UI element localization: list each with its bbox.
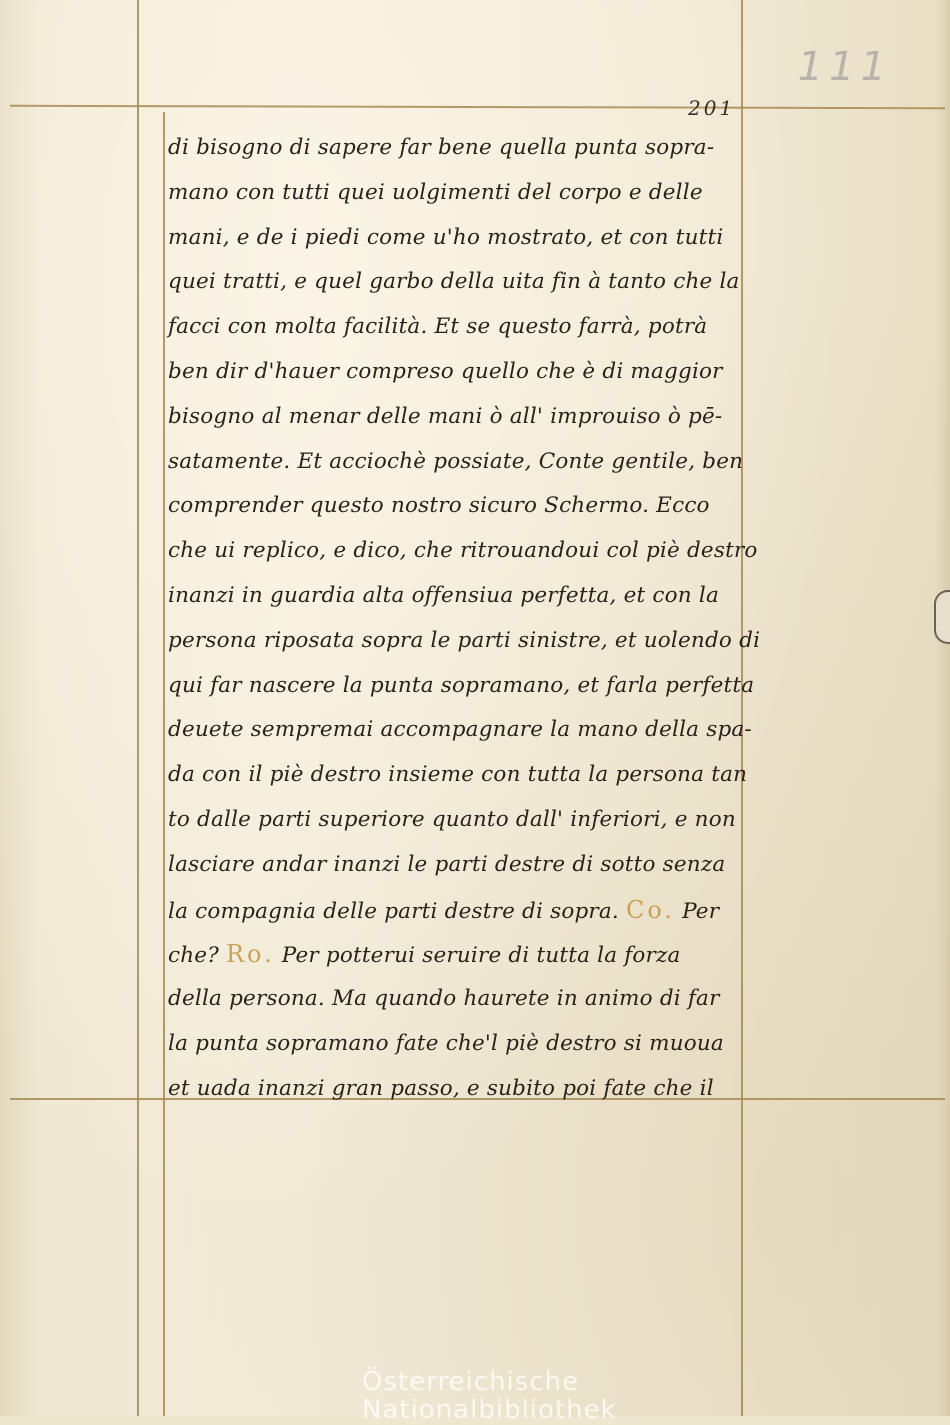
text-line (168, 1067, 768, 1112)
page-number: 201 (688, 96, 736, 120)
text-line (168, 843, 768, 888)
text-segment: Per potterui seruire di tutta la forza (274, 943, 681, 969)
watermark-line-2: Nationalbibliothek (362, 1395, 617, 1425)
text-segment: deuete sempremai accompagnare la mano della spa- (168, 717, 752, 743)
text-line (168, 216, 768, 261)
text-segment: che ui replico, e dico, che ritrouandoui col piè destro (168, 538, 758, 564)
text-segment: della persona. Ma quando haurete in animo di far (168, 986, 720, 1012)
text-line (168, 440, 768, 485)
text-line (168, 708, 768, 753)
speaker-abbreviation: Co. (626, 895, 676, 924)
text-line (168, 350, 768, 395)
text-line (168, 664, 768, 709)
text-segment: satamente. Et acciochè possiate, Conte gentile, ben (168, 448, 744, 474)
text-segment: et uada inanzi gran passo, e subito poi fate che il (168, 1075, 714, 1101)
rule-top (10, 105, 945, 109)
text-segment: Per (675, 898, 720, 924)
text-line (168, 888, 768, 933)
text-segment: to dalle parti superiore quanto dall' inferiori, e non (168, 806, 736, 832)
text-segment: comprender questo nostro sicuro Schermo. Ecco (168, 493, 710, 519)
text-segment: qui far nascere la punta sopramano, et farla perfetta (168, 672, 755, 698)
text-line (168, 574, 768, 619)
manuscript-text (168, 126, 768, 1112)
watermark-line-1: Österreichische (362, 1367, 580, 1397)
text-segment: inanzi in guardia alta offensiua perfetta, et con la (168, 582, 719, 608)
rule-left-inner (163, 112, 165, 1416)
text-line (168, 126, 768, 171)
text-segment: di bisogno di sapere far bene quella punta sopra- (168, 135, 715, 160)
rule-left-outer (137, 0, 139, 1416)
text-segment: che? (168, 943, 226, 969)
text-segment: ben dir d'hauer compreso quello che è di maggior (168, 358, 723, 384)
text-segment: da con il piè destro insieme con tutta la persona tan (168, 762, 748, 788)
text-line (168, 529, 768, 574)
text-segment: mano con tutti quei uolgimenti del corpo e delle (168, 179, 703, 205)
text-line (168, 484, 768, 529)
text-segment: bisogno al menar delle mani ò all' improuiso ò pē- (168, 403, 723, 429)
text-line (168, 977, 768, 1022)
text-segment: lasciare andar inanzi le parti destre di sotto senza (168, 851, 726, 877)
text-segment: la compagnia delle parti destre di sopra. (168, 898, 626, 924)
text-line (168, 305, 768, 350)
text-segment: mani, e de i piedi come u'ho mostrato, et con tutti (168, 224, 724, 250)
text-line (168, 395, 768, 440)
text-line (168, 1022, 768, 1067)
text-line (168, 260, 768, 305)
speaker-abbreviation: Ro. (225, 940, 275, 969)
text-line (168, 753, 768, 798)
text-segment: facci con molta facilità. Et se questo farrà, potrà (168, 314, 708, 340)
text-line (168, 619, 768, 664)
page-tab-marker (934, 590, 950, 644)
folio-number: 111 (797, 44, 892, 90)
text-line (168, 932, 768, 977)
text-line (168, 171, 768, 216)
text-segment: persona riposata sopra le parti sinistre, et uolendo di (168, 627, 761, 653)
text-segment: quei tratti, e quel garbo della uita fin à tanto che la (168, 269, 740, 295)
text-line (168, 798, 768, 843)
text-segment: la punta sopramano fate che'l piè destro si muoua (168, 1030, 724, 1056)
